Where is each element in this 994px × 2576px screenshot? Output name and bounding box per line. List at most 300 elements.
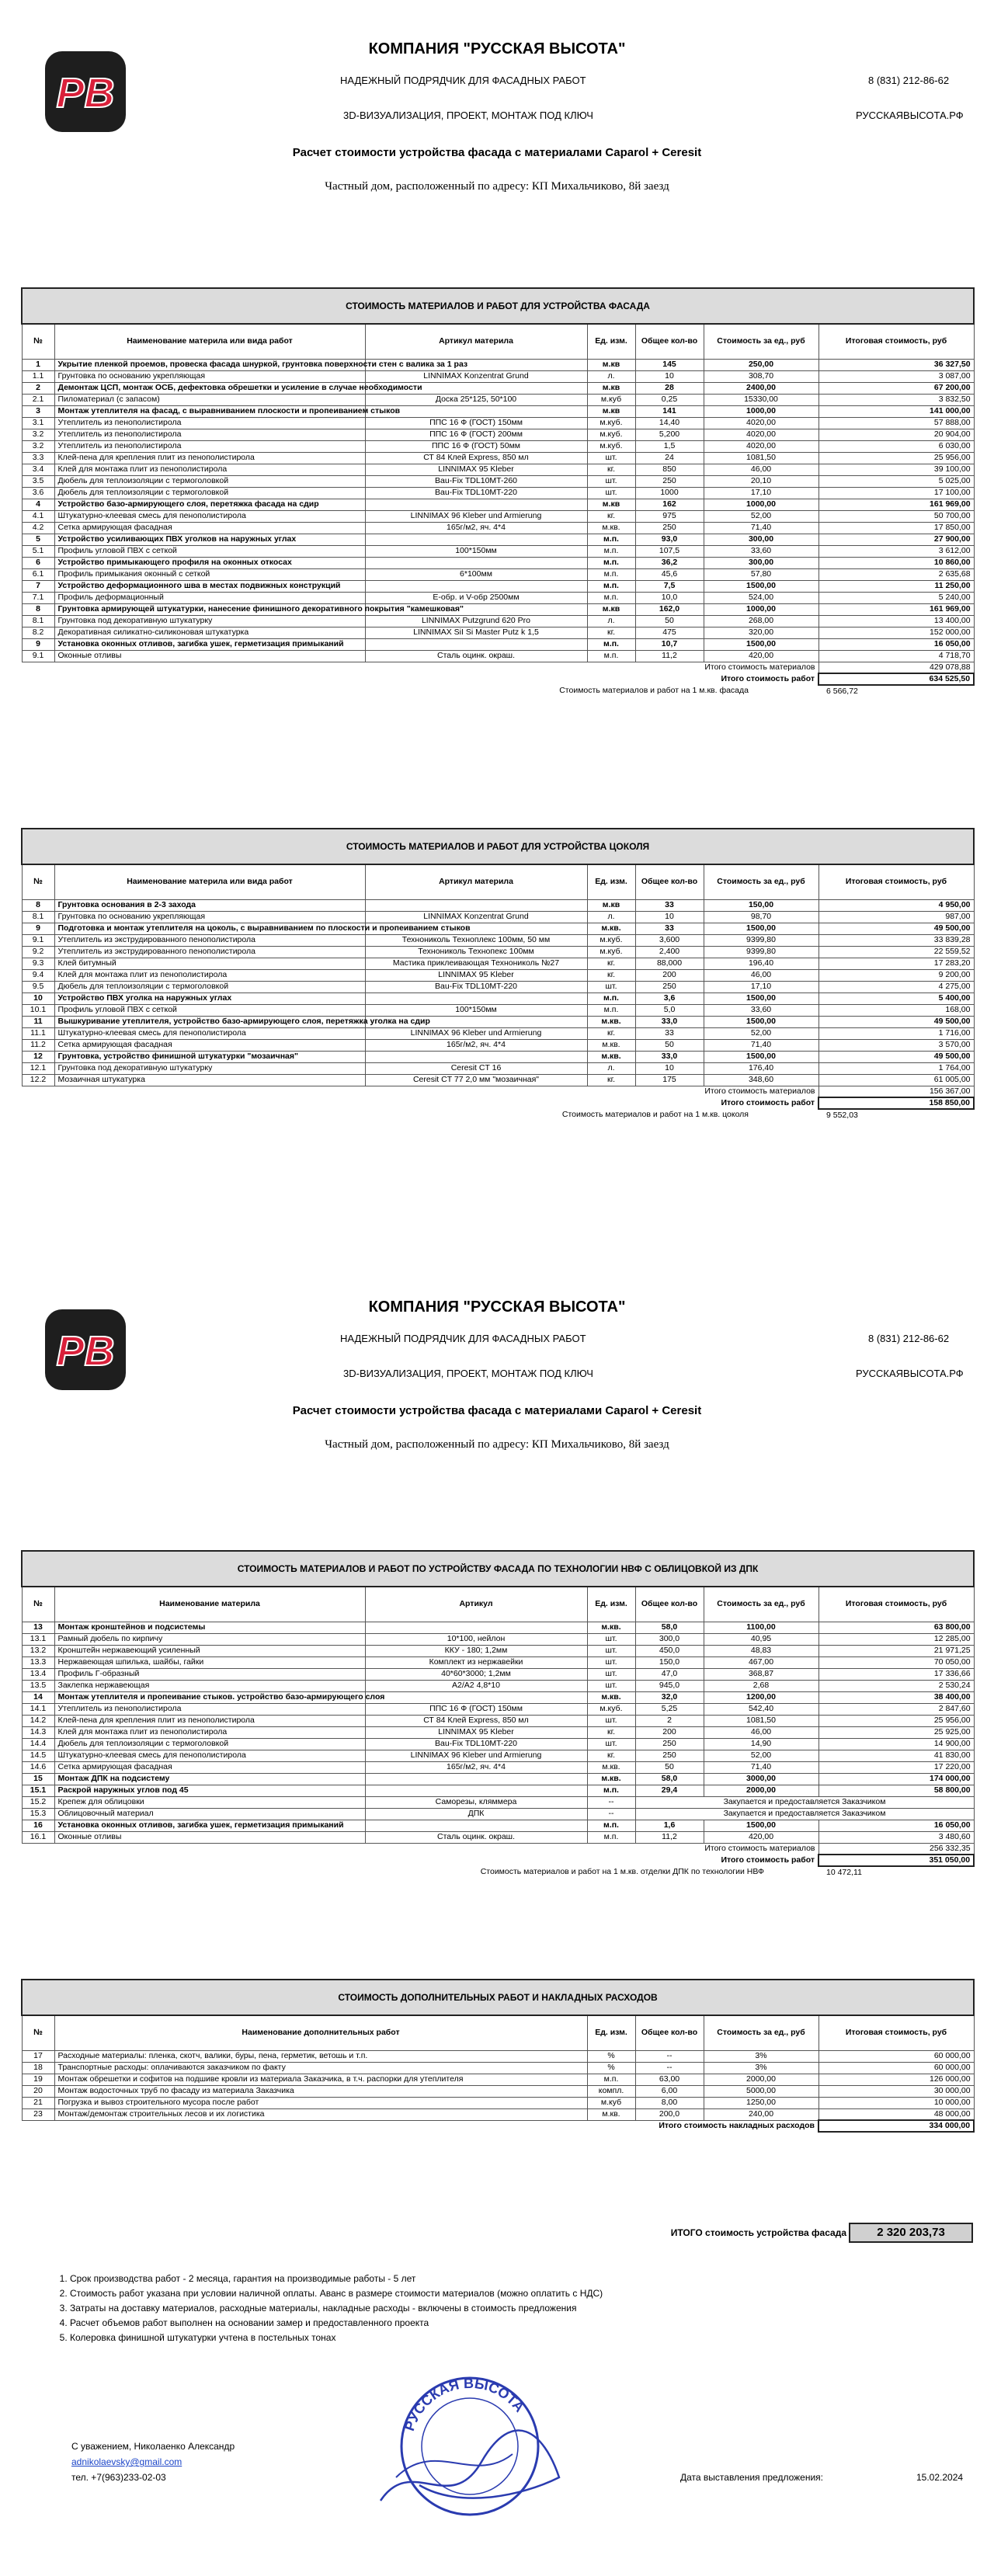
col-unit: Ед. изм. <box>587 864 635 899</box>
row-qty: 475 <box>635 627 704 638</box>
table-row <box>22 969 974 981</box>
row-unit: м.куб. <box>587 429 635 440</box>
table-row <box>22 1715 974 1726</box>
row-price: 176,40 <box>704 1062 818 1074</box>
table-row <box>22 1726 974 1738</box>
company-name: КОМПАНИЯ "РУССКАЯ ВЫСОТА" <box>368 40 626 57</box>
row-name: Штукатурно-клеевая смесь для пенополистирола <box>54 1750 365 1761</box>
company-site[interactable]: РУССКАЯВЫСОТА.РФ <box>856 1368 964 1379</box>
table-row <box>22 568 974 580</box>
row-article: LINNIMAX Putzgrund 620 Pro <box>365 615 587 627</box>
row-price: 348,60 <box>704 1074 818 1086</box>
row-name: Пиломатериал (с запасом) <box>54 394 365 405</box>
row-price: 33,60 <box>704 545 818 557</box>
row-price: 9399,80 <box>704 934 818 946</box>
table-row <box>22 946 974 958</box>
table-row <box>22 394 974 405</box>
table-row <box>22 475 974 487</box>
row-unit: м.куб. <box>587 934 635 946</box>
row-name: Оконные отливы <box>54 650 365 662</box>
row-name: Сетка армирующая фасадная <box>54 522 365 534</box>
row-total: 16 050,00 <box>818 638 974 650</box>
row-name: Утеплитель из экструдированного пенополистирола <box>54 946 365 958</box>
row-name: Укрытие пленкой проемов, провеска фасада шнуркой, грунтовка поверхности стен с валика за 1 раз <box>54 359 365 370</box>
row-qty: 250 <box>635 1750 704 1761</box>
row-unit: м.куб. <box>587 440 635 452</box>
plinth-works-label: Итого стоимость работ <box>721 1098 815 1107</box>
row-price: 3000,00 <box>704 1773 818 1785</box>
row-total: 13 400,00 <box>818 615 974 627</box>
row-number: 3.4 <box>22 464 54 475</box>
logo-letters: PB <box>56 1328 115 1375</box>
col-price: Стоимость за ед., руб <box>704 2015 818 2050</box>
col-total: Итоговая стоимость, руб <box>818 324 974 359</box>
row-name: Вышкуривание утеплителя, устройство базо-армирующего слоя, перетяжка уголка на сдир <box>54 1016 365 1027</box>
row-article: 100*150мм <box>365 545 587 557</box>
row-total: 61 005,00 <box>818 1074 974 1086</box>
row-total: 17 283,20 <box>818 958 974 969</box>
row-unit: м.п. <box>587 650 635 662</box>
row-name: Грунтовка основания в 2-3 захода <box>54 899 365 911</box>
row-name: Мозаичная штукатурка <box>54 1074 365 1086</box>
row-price: 300,00 <box>704 534 818 545</box>
row-qty: 10,7 <box>635 638 704 650</box>
row-article: СТ 84 Клей Express, 850 мл <box>365 1715 587 1726</box>
plinth-title: СТОИМОСТЬ МАТЕРИАЛОВ И РАБОТ ДЛЯ УСТРОЙСТВА ЦОКОЛЯ <box>22 829 974 864</box>
row-unit: м.куб <box>587 2097 635 2108</box>
col-article: Артикул <box>365 1587 587 1622</box>
table-row <box>22 557 974 568</box>
row-price: 5000,00 <box>704 2085 818 2097</box>
row-total: 20 904,00 <box>818 429 974 440</box>
grand-total-value: 2 320 203,73 <box>849 2223 973 2243</box>
row-number: 18 <box>22 2062 54 2074</box>
row-price: 1500,00 <box>704 1820 818 1831</box>
row-price: 20,10 <box>704 475 818 487</box>
row-total: 38 400,00 <box>818 1691 974 1703</box>
table-row <box>22 1645 974 1656</box>
row-number: 3.2 <box>22 440 54 452</box>
row-number: 3 <box>22 405 54 417</box>
row-total: 3 612,00 <box>818 545 974 557</box>
col-price: Стоимость за ед., руб <box>704 864 818 899</box>
row-name: Монтаж кронштейнов и подсистемы <box>54 1622 365 1633</box>
row-unit: шт. <box>587 452 635 464</box>
row-price: 300,00 <box>704 557 818 568</box>
row-total: 2 530,24 <box>818 1680 974 1691</box>
table-row <box>22 510 974 522</box>
table-row <box>22 615 974 627</box>
note-item: 2. Стоимость работ указана при условии наличной оплаты. Аванс в размере стоимости материалов (можно оплатить с НДС) <box>70 2286 746 2301</box>
row-price: 71,40 <box>704 1039 818 1051</box>
table-row <box>22 534 974 545</box>
row-name: Клей для монтажа плит из пенополистирола <box>54 1726 365 1738</box>
row-name: Профиль примыкания оконный с сеткой <box>54 568 365 580</box>
row-unit: % <box>587 2062 635 2074</box>
row-qty: 6,00 <box>635 2085 704 2097</box>
row-price: 1500,00 <box>704 1016 818 1027</box>
calc-subtitle: Частный дом, расположенный по адресу: КП Михальчиково, 8й заезд <box>325 180 669 193</box>
row-price: 1081,50 <box>704 1715 818 1726</box>
row-unit: м.куб. <box>587 1703 635 1715</box>
row-name: Оконные отливы <box>54 1831 365 1843</box>
row-name: Штукатурно-клеевая смесь для пенополистирола <box>54 510 365 522</box>
row-unit: м.кв <box>587 382 635 394</box>
row-article <box>365 638 587 650</box>
ndf-materials-value: 256 332,35 <box>818 1843 974 1855</box>
row-total: 33 839,28 <box>818 934 974 946</box>
row-article: LINNIMAX 95 Kleber <box>365 1726 587 1738</box>
company-logo <box>45 1309 126 1390</box>
row-article: Сталь оцинк. окраш. <box>365 650 587 662</box>
row-unit: кг. <box>587 1027 635 1039</box>
col-qty: Общее кол-во <box>635 2015 704 2050</box>
row-qty: 93,0 <box>635 534 704 545</box>
ndf-title: СТОИМОСТЬ МАТЕРИАЛОВ И РАБОТ ПО УСТРОЙСТВУ ФАСАДА ПО ТЕХНОЛОГИИ НВФ С ОБЛИЦОВКОЙ ИЗ ДПК <box>22 1551 974 1587</box>
row-total: 17 100,00 <box>818 487 974 499</box>
row-unit: кг. <box>587 510 635 522</box>
row-article: СТ 84 Клей Express, 850 мл <box>365 452 587 464</box>
row-total: 17 220,00 <box>818 1761 974 1773</box>
row-name: Устройство базо-армирующего слоя, перетяжка фасада на сдир <box>54 499 365 510</box>
row-total: 11 250,00 <box>818 580 974 592</box>
table-row <box>22 899 974 911</box>
row-article <box>365 1622 587 1633</box>
col-name: Наименование материла или вида работ <box>54 864 365 899</box>
row-price: 3% <box>704 2050 818 2062</box>
row-unit: шт. <box>587 1668 635 1680</box>
row-price: 33,60 <box>704 1004 818 1016</box>
row-total: 39 100,00 <box>818 464 974 475</box>
row-price: 320,00 <box>704 627 818 638</box>
row-total: 25 956,00 <box>818 452 974 464</box>
row-price: 4020,00 <box>704 440 818 452</box>
row-price: 1081,50 <box>704 452 818 464</box>
row-article: Е-обр. и V-обр 2500мм <box>365 592 587 603</box>
row-article: LINNIMAX Konzentrat Grund <box>365 370 587 382</box>
signature-regards: С уважением, Николаенко Александр <box>71 2441 235 2452</box>
row-unit: шт. <box>587 981 635 993</box>
row-article: Bau-Fix TDL10MT-220 <box>365 1738 587 1750</box>
row-unit: м.п. <box>587 592 635 603</box>
row-name: Сетка армирующая фасадная <box>54 1761 365 1773</box>
table-row <box>22 1656 974 1668</box>
row-qty: 33,0 <box>635 1016 704 1027</box>
row-article: Доска 25*125, 50*100 <box>365 394 587 405</box>
extra-title: СТОИМОСТЬ ДОПОЛНИТЕЛЬНЫХ РАБОТ И НАКЛАДНЫХ РАСХОДОВ <box>22 1980 974 2015</box>
row-number: 13.4 <box>22 1668 54 1680</box>
row-name: Дюбель для теплоизоляции с термоголовкой <box>54 487 365 499</box>
calc-title: Расчет стоимости устройства фасада с материалами Caparol + Ceresit <box>292 1404 702 1417</box>
ndf-rows <box>22 1622 974 1843</box>
row-total: 161 969,00 <box>818 603 974 615</box>
row-name: Устройство усиливающих ПВХ уголков на наружных углах <box>54 534 365 545</box>
table-row <box>22 487 974 499</box>
row-price: 71,40 <box>704 522 818 534</box>
row-article: ППС 16 Ф (ГОСТ) 150мм <box>365 1703 587 1715</box>
row-unit: шт. <box>587 1633 635 1645</box>
table-row <box>22 1773 974 1785</box>
row-price: 57,80 <box>704 568 818 580</box>
row-price: 268,00 <box>704 615 818 627</box>
plinth-per-m2-label: Стоимость материалов и работ на 1 м.кв. цоколя <box>561 1110 749 1119</box>
calc-subtitle: Частный дом, расположенный по адресу: КП Михальчиково, 8й заезд <box>325 1438 669 1451</box>
facade-works-label: Итого стоимость работ <box>721 674 815 683</box>
row-qty: 7,5 <box>635 580 704 592</box>
ndf-header-row <box>22 1587 974 1622</box>
row-number: 10 <box>22 993 54 1004</box>
row-price: 1000,00 <box>704 405 818 417</box>
row-unit: м.кв <box>587 405 635 417</box>
row-article: 165г/м2, яч. 4*4 <box>365 1039 587 1051</box>
row-number: 7.1 <box>22 592 54 603</box>
col-num: № <box>22 864 54 899</box>
calc-title: Расчет стоимости устройства фасада с материалами Caparol + Ceresit <box>292 146 702 159</box>
row-unit: м.кв. <box>587 2108 635 2120</box>
row-price: 1500,00 <box>704 993 818 1004</box>
row-article: 6*100мм <box>365 568 587 580</box>
row-price: 1200,00 <box>704 1691 818 1703</box>
row-name: Раскрой наружных углов под 45 <box>54 1785 365 1796</box>
col-total: Итоговая стоимость, руб <box>818 864 974 899</box>
col-article: Артикул материла <box>365 864 587 899</box>
row-article: Саморезы, кляммера <box>365 1796 587 1808</box>
row-price: 98,70 <box>704 911 818 923</box>
col-num: № <box>22 324 54 359</box>
row-qty: 14,40 <box>635 417 704 429</box>
row-total: 168,00 <box>818 1004 974 1016</box>
row-total: 9 200,00 <box>818 969 974 981</box>
row-name: Транспортные расходы: оплачиваются заказчиком по факту <box>54 2062 587 2074</box>
row-qty: 5,0 <box>635 1004 704 1016</box>
row-price: 52,00 <box>704 510 818 522</box>
table-row <box>22 545 974 557</box>
table-row <box>22 452 974 464</box>
company-services: 3D-ВИЗУАЛИЗАЦИЯ, ПРОЕКТ, МОНТАЖ ПОД КЛЮЧ <box>343 110 593 121</box>
ndf-table <box>21 1550 975 1878</box>
row-unit: м.кв. <box>587 1622 635 1633</box>
row-name: Грунтовка, устройство финишной штукатурки "мозаичная" <box>54 1051 365 1062</box>
row-price: 71,40 <box>704 1761 818 1773</box>
row-number: 14.2 <box>22 1715 54 1726</box>
row-number: 3.5 <box>22 475 54 487</box>
row-number: 7 <box>22 580 54 592</box>
row-total: 49 500,00 <box>818 1051 974 1062</box>
row-price: 17,10 <box>704 487 818 499</box>
row-name: Грунтовка под декоративную штукатурку <box>54 1062 365 1074</box>
col-num: № <box>22 2015 54 2050</box>
row-name: Монтаж утеплителя на фасад, с выравниванием плоскости и пропеиванием стыков <box>54 405 365 417</box>
row-total: 5 240,00 <box>818 592 974 603</box>
row-name: Монтаж ДПК на подсистему <box>54 1773 365 1785</box>
table-row <box>22 923 974 934</box>
row-number: 2.1 <box>22 394 54 405</box>
plinth-rows <box>22 899 974 1086</box>
row-article: ППС 16 Ф (ГОСТ) 150мм <box>365 417 587 429</box>
table-row <box>22 417 974 429</box>
table-row <box>22 638 974 650</box>
row-name: Утеплитель из экструдированного пенополистирола <box>54 934 365 946</box>
row-price: 308,70 <box>704 370 818 382</box>
row-total: 152 000,00 <box>818 627 974 638</box>
table-row <box>22 1680 974 1691</box>
row-price: 3% <box>704 2062 818 2074</box>
row-number: 4 <box>22 499 54 510</box>
row-article <box>365 1773 587 1785</box>
row-name: Грунтовка по основанию укрепляющая <box>54 911 365 923</box>
row-qty: 58,0 <box>635 1622 704 1633</box>
row-number: 9.2 <box>22 946 54 958</box>
row-qty: 250 <box>635 522 704 534</box>
company-site[interactable]: РУССКАЯВЫСОТА.РФ <box>856 110 964 121</box>
row-article <box>365 993 587 1004</box>
row-unit: м.кв <box>587 499 635 510</box>
row-number: 16.1 <box>22 1831 54 1843</box>
row-qty: 0,25 <box>635 394 704 405</box>
table-row <box>22 370 974 382</box>
row-price: 250,00 <box>704 359 818 370</box>
row-number: 13 <box>22 1622 54 1633</box>
row-article: Bau-Fix TDL10MT-220 <box>365 981 587 993</box>
extra-overhead-value: 334 000,00 <box>818 2120 974 2132</box>
table-row <box>22 627 974 638</box>
signature-email[interactable]: adnikolaevsky@gmail.com <box>71 2456 182 2467</box>
row-price: 9399,80 <box>704 946 818 958</box>
row-qty: 1,5 <box>635 440 704 452</box>
extra-table <box>21 1979 975 2133</box>
col-qty: Общее кол-во <box>635 324 704 359</box>
row-number: 20 <box>22 2085 54 2097</box>
row-article: ППС 16 Ф (ГОСТ) 200мм <box>365 429 587 440</box>
page-header-1 <box>0 0 994 193</box>
row-total: 5 025,00 <box>818 475 974 487</box>
table-row <box>22 1051 974 1062</box>
row-total: 4 275,00 <box>818 981 974 993</box>
table-row <box>22 1633 974 1645</box>
row-total: 63 800,00 <box>818 1622 974 1633</box>
row-unit: кг. <box>587 1726 635 1738</box>
company-tagline: НАДЕЖНЫЙ ПОДРЯДЧИК ДЛЯ ФАСАДНЫХ РАБОТ <box>340 1333 586 1344</box>
row-name: Дюбель для теплоизоляции с термоголовкой <box>54 1738 365 1750</box>
table-row <box>22 1808 974 1820</box>
row-price: 40,95 <box>704 1633 818 1645</box>
row-number: 9.1 <box>22 650 54 662</box>
row-total: 10 860,00 <box>818 557 974 568</box>
table-row <box>22 1761 974 1773</box>
row-qty: 945,0 <box>635 1680 704 1691</box>
row-qty: 33 <box>635 1027 704 1039</box>
row-unit: м.п. <box>587 557 635 568</box>
row-number: 9.5 <box>22 981 54 993</box>
row-number: 14.4 <box>22 1738 54 1750</box>
table-row <box>22 464 974 475</box>
table-row <box>22 2074 974 2085</box>
row-number: 14.1 <box>22 1703 54 1715</box>
row-unit: м.п. <box>587 993 635 1004</box>
table-row <box>22 1039 974 1051</box>
facade-per-m2-value: 6 566,72 <box>826 686 858 696</box>
row-total: 3 832,50 <box>818 394 974 405</box>
row-total: 60 000,00 <box>818 2062 974 2074</box>
table-row <box>22 2097 974 2108</box>
row-total: 141 000,00 <box>818 405 974 417</box>
row-qty: 33,0 <box>635 1051 704 1062</box>
row-qty: 32,0 <box>635 1691 704 1703</box>
table-row <box>22 1831 974 1843</box>
row-qty: 3,600 <box>635 934 704 946</box>
table-row <box>22 359 974 370</box>
note-item: 5. Колеровка финишной штукатурки учтена в постельных тонах <box>70 2331 746 2345</box>
note-item: 1. Срок производства работ - 2 месяца, гарантия на производимые работы - 5 лет <box>70 2272 746 2286</box>
row-article: Bau-Fix TDL10MT-260 <box>365 475 587 487</box>
row-name: Дюбель для теплоизоляции с термоголовкой <box>54 981 365 993</box>
row-qty: 47,0 <box>635 1668 704 1680</box>
row-total: 3 087,00 <box>818 370 974 382</box>
plinth-works-value: 158 850,00 <box>818 1097 974 1109</box>
row-supplied-by-customer: Закупается и предоставляется Заказчиком <box>635 1796 974 1808</box>
company-phone: 8 (831) 212-86-62 <box>868 1333 950 1344</box>
row-price: 4020,00 <box>704 417 818 429</box>
row-number: 13.1 <box>22 1633 54 1645</box>
row-qty: 33 <box>635 923 704 934</box>
row-article: LINNIMAX 95 Kleber <box>365 969 587 981</box>
row-total: 161 969,00 <box>818 499 974 510</box>
stamp-text: РУССКАЯ ВЫСОТА <box>401 2375 528 2433</box>
row-qty: 11,2 <box>635 1831 704 1843</box>
row-qty: 141 <box>635 405 704 417</box>
row-name: Дюбель для теплоизоляции с термоголовкой <box>54 475 365 487</box>
table-row <box>22 1622 974 1633</box>
notes-list <box>47 2272 746 2345</box>
row-number: 11.2 <box>22 1039 54 1051</box>
table-row <box>22 981 974 993</box>
col-unit: Ед. изм. <box>587 1587 635 1622</box>
row-unit: м.кв. <box>587 1761 635 1773</box>
row-price: 4020,00 <box>704 429 818 440</box>
row-number: 13.2 <box>22 1645 54 1656</box>
table-row <box>22 1820 974 1831</box>
ndf-materials-label: Итого стоимость материалов <box>704 1844 815 1854</box>
row-price: 1000,00 <box>704 603 818 615</box>
row-price: 524,00 <box>704 592 818 603</box>
row-number: 15.2 <box>22 1796 54 1808</box>
row-name: Устройство примыкающего профиля на оконных откосах <box>54 557 365 568</box>
row-number: 8.2 <box>22 627 54 638</box>
table-row <box>22 1074 974 1086</box>
row-total: 3 570,00 <box>818 1039 974 1051</box>
row-qty: 88,000 <box>635 958 704 969</box>
row-price: 420,00 <box>704 650 818 662</box>
row-number: 10.1 <box>22 1004 54 1016</box>
row-unit: кг. <box>587 1750 635 1761</box>
row-total: 1 716,00 <box>818 1027 974 1039</box>
row-unit: шт. <box>587 1645 635 1656</box>
row-qty: 63,00 <box>635 2074 704 2085</box>
row-qty: 5,25 <box>635 1703 704 1715</box>
row-name: Демонтаж ЦСП, монтаж ОСБ, дефектовка обрешетки и усиление в случае необходимости <box>54 382 365 394</box>
table-row <box>22 650 974 662</box>
table-row <box>22 1016 974 1027</box>
ndf-per-m2-label: Стоимость материалов и работ на 1 м.кв. отделки ДПК по технологии НВФ <box>480 1867 764 1876</box>
row-total: 126 000,00 <box>818 2074 974 2085</box>
row-qty: 200 <box>635 969 704 981</box>
table-row <box>22 1703 974 1715</box>
row-qty: 850 <box>635 464 704 475</box>
row-name: Рамный дюбель по кирпичу <box>54 1633 365 1645</box>
row-qty: 5,200 <box>635 429 704 440</box>
row-total: 27 900,00 <box>818 534 974 545</box>
col-qty: Общее кол-во <box>635 864 704 899</box>
